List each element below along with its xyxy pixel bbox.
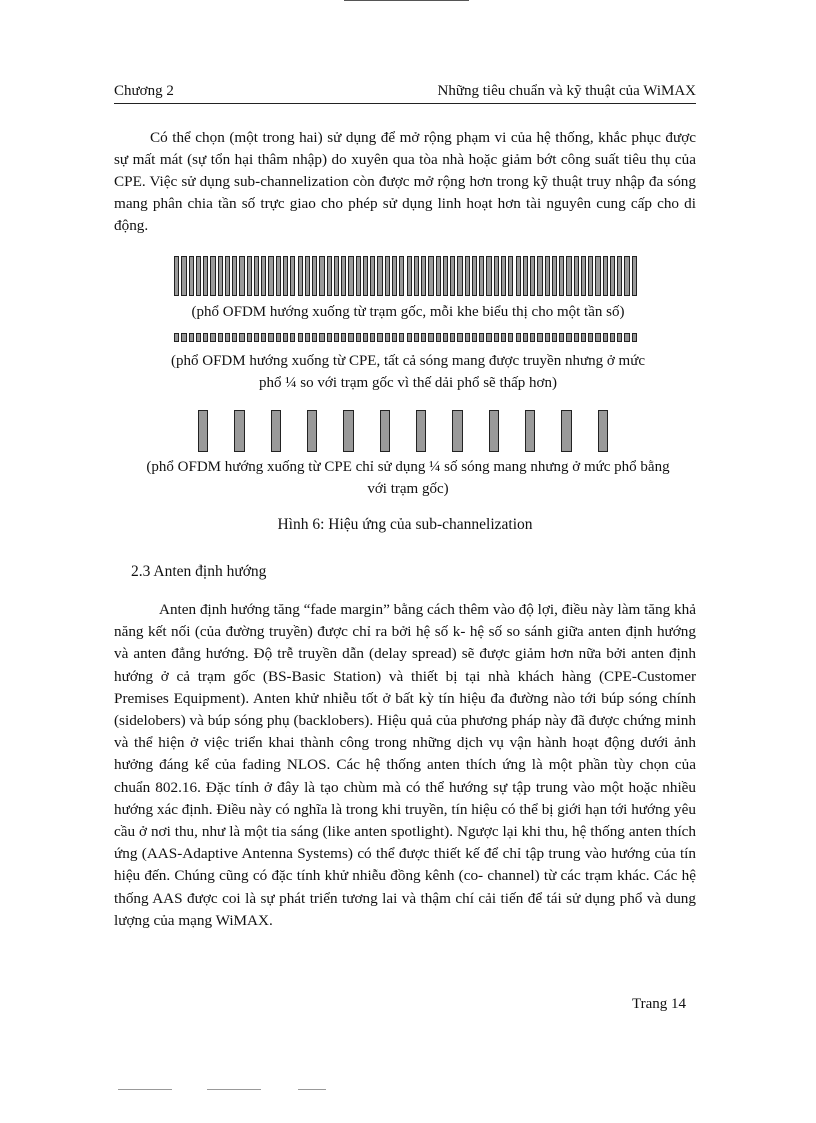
subcarrier-slot — [443, 256, 448, 296]
subcarrier-slot — [312, 333, 317, 342]
subcarrier-slot — [261, 333, 266, 342]
subcarrier-slot — [319, 333, 324, 342]
subcarrier-slot — [595, 333, 600, 342]
subcarrier-slot — [196, 256, 201, 296]
subcarrier-slot — [370, 256, 375, 296]
subcarrier-slot — [385, 333, 390, 342]
subcarrier-slot — [271, 410, 281, 452]
subcarrier-slot — [581, 256, 586, 296]
subcarrier-slot — [452, 410, 462, 452]
subcarrier-slot — [436, 256, 441, 296]
subcarrier-slot — [305, 256, 310, 296]
subcarrier-slot — [414, 333, 419, 342]
subcarrier-slot — [290, 256, 295, 296]
subcarrier-slot — [588, 333, 593, 342]
subcarrier-slot — [617, 256, 622, 296]
subcarrier-slot — [268, 333, 273, 342]
subcarrier-slot — [327, 256, 332, 296]
subcarrier-slot — [416, 410, 426, 452]
subcarrier-slot — [232, 333, 237, 342]
subcarrier-slot — [385, 256, 390, 296]
subcarrier-slot — [307, 410, 317, 452]
subcarrier-slot — [283, 256, 288, 296]
subcarrier-slot — [348, 256, 353, 296]
subcarrier-slot — [210, 256, 215, 296]
subcarrier-slot — [283, 333, 288, 342]
subcarrier-slot — [598, 410, 608, 452]
subcarrier-slot — [479, 333, 484, 342]
subcarrier-slot — [377, 333, 382, 342]
subcarrier-slot — [247, 256, 252, 296]
subcarrier-slot — [363, 333, 368, 342]
subcarrier-slot — [370, 333, 375, 342]
subcarrier-slot — [254, 333, 259, 342]
subcarrier-slot — [210, 333, 215, 342]
subcarrier-slot — [276, 256, 281, 296]
subcarrier-slot — [552, 256, 557, 296]
subcarrier-slot — [610, 256, 615, 296]
subcarrier-slot — [610, 333, 615, 342]
subcarrier-slot — [407, 333, 412, 342]
subcarrier-slot — [399, 333, 404, 342]
subcarrier-slot — [343, 410, 353, 452]
subcarrier-slot — [334, 333, 339, 342]
section-heading: 2.3 Anten định hướng — [131, 563, 267, 580]
subcarrier-slot — [414, 256, 419, 296]
subcarrier-slot — [290, 333, 295, 342]
subcarrier-slot — [450, 256, 455, 296]
subcarrier-slot — [508, 256, 513, 296]
subcarrier-slot — [428, 333, 433, 342]
subcarrier-slot — [450, 333, 455, 342]
subcarrier-slot — [632, 333, 637, 342]
subcarrier-slot — [341, 256, 346, 296]
subcarrier-slot — [421, 256, 426, 296]
spectrum-caption-3-line1: (phổ OFDM hướng xuống từ CPE chỉ sử dụng ¼ số sóng mang nhưng ở mức phổ bằng — [146, 459, 670, 475]
subcarrier-slot — [276, 333, 281, 342]
subcarrier-slot — [363, 256, 368, 296]
subcarrier-slot — [545, 333, 550, 342]
subcarrier-slot — [486, 256, 491, 296]
subcarrier-slot — [523, 333, 528, 342]
subcarrier-slot — [198, 410, 208, 452]
subcarrier-slot — [443, 333, 448, 342]
subcarrier-slot — [574, 333, 579, 342]
subcarrier-slot — [516, 256, 521, 296]
subcarrier-slot — [501, 333, 506, 342]
subcarrier-slot — [624, 333, 629, 342]
subcarrier-slot — [588, 256, 593, 296]
spectrum-caption-1: (phổ OFDM hướng xuống từ trạm gốc, mỗi khe biểu thị cho một tần số) — [191, 304, 625, 320]
subcarrier-slot — [559, 333, 564, 342]
subcarrier-slot — [298, 333, 303, 342]
subcarrier-slot — [247, 333, 252, 342]
subcarrier-slot — [327, 333, 332, 342]
subcarrier-slot — [632, 256, 637, 296]
subcarrier-slot — [392, 333, 397, 342]
subcarrier-slot — [603, 333, 608, 342]
subcarrier-slot — [479, 256, 484, 296]
subcarrier-slot — [181, 333, 186, 342]
subcarrier-slot — [559, 256, 564, 296]
subcarrier-slot — [218, 333, 223, 342]
subcarrier-slot — [234, 410, 244, 452]
subcarrier-slot — [530, 256, 535, 296]
subcarrier-slot — [508, 333, 513, 342]
subcarrier-slot — [494, 333, 499, 342]
subcarrier-slot — [254, 256, 259, 296]
subcarrier-slot — [334, 256, 339, 296]
spectrum-caption-2-line1: (phổ OFDM hướng xuống từ CPE, tất cả sóng mang được truyền nhưng ở mức — [171, 353, 645, 369]
subcarrier-slot — [494, 256, 499, 296]
subcarrier-slot — [516, 333, 521, 342]
footer-scan-rule — [298, 1089, 326, 1090]
subcarrier-slot — [181, 256, 186, 296]
subcarrier-slot — [196, 333, 201, 342]
subcarrier-slot — [232, 256, 237, 296]
subcarrier-slot — [617, 333, 622, 342]
subcarrier-slot — [218, 256, 223, 296]
spectrum-cpe-full — [173, 333, 638, 342]
subcarrier-slot — [261, 256, 266, 296]
subcarrier-slot — [603, 256, 608, 296]
subcarrier-slot — [421, 333, 426, 342]
chapter-label: Chương 2 — [114, 83, 174, 99]
subcarrier-slot — [472, 333, 477, 342]
subcarrier-slot — [581, 333, 586, 342]
subcarrier-slot — [436, 333, 441, 342]
subcarrier-slot — [525, 410, 535, 452]
subcarrier-slot — [523, 256, 528, 296]
subcarrier-slot — [465, 333, 470, 342]
subcarrier-slot — [561, 410, 571, 452]
subcarrier-slot — [298, 256, 303, 296]
subcarrier-slot — [399, 256, 404, 296]
spectrum-caption-3-line2: với trạm gốc) — [367, 481, 449, 497]
subcarrier-slot — [377, 256, 382, 296]
subcarrier-slot — [239, 256, 244, 296]
footer-scan-rule — [118, 1089, 172, 1090]
subcarrier-slot — [239, 333, 244, 342]
subcarrier-slot — [203, 256, 208, 296]
subcarrier-slot — [392, 256, 397, 296]
subcarrier-slot — [380, 410, 390, 452]
subcarrier-slot — [465, 256, 470, 296]
subcarrier-slot — [174, 333, 179, 342]
subcarrier-slot — [341, 333, 346, 342]
subcarrier-slot — [428, 256, 433, 296]
subcarrier-slot — [595, 256, 600, 296]
subcarrier-slot — [319, 256, 324, 296]
spectrum-cpe-subchannel — [185, 410, 621, 452]
subcarrier-slot — [486, 333, 491, 342]
subcarrier-slot — [225, 333, 230, 342]
subcarrier-slot — [537, 333, 542, 342]
subcarrier-slot — [356, 256, 361, 296]
intro-paragraph: Có thể chọn (một trong hai) sử dụng để mở rộng phạm vi của hệ thống, khắc phục được sự mất mát (sự tổn hại thâm nhập) do xuyên qua tòa nhà hoặc giảm bớt công suất tiêu thụ của CPE. Việc sử dụng sub-channelization còn được mở rộng hơn trong kỹ thuật truy nhập đa sóng mang phân chia tần số trực giao cho phép sử dụng linh hoạt hơn tài nguyên cung cấp cho di động. — [114, 129, 696, 234]
figure-title: Hình 6: Hiệu ứng của sub-channelization — [277, 516, 533, 533]
header-title: Những tiêu chuẩn và kỹ thuật của WiMAX — [437, 83, 696, 99]
subcarrier-slot — [545, 256, 550, 296]
subcarrier-slot — [312, 256, 317, 296]
subcarrier-slot — [203, 333, 208, 342]
page-number: Trang 14 — [632, 996, 687, 1012]
subcarrier-slot — [268, 256, 273, 296]
subcarrier-slot — [457, 333, 462, 342]
subcarrier-slot — [356, 333, 361, 342]
subcarrier-slot — [624, 256, 629, 296]
subcarrier-slot — [189, 333, 194, 342]
subcarrier-slot — [348, 333, 353, 342]
page-header — [114, 81, 696, 104]
body-paragraph: Anten định hướng tăng “fade margin” bằng cách thêm vào độ lợi, điều này làm tăng khả năng kết nối (của đường truyền) được chỉ ra bởi hệ số k- hệ số so sánh giữa anten định hướng và anten đẳng hướng. Độ trễ truyền dẫn (delay spread) sẽ được giảm hơn nữa bởi anten định hướng ở cả trạm gốc (BS-Basic Station) và thiết bị tại nhà khách hàng (CPE-Customer Premises Equipment). Anten khử nhiễu tốt ở bất kỳ tín hiệu đa đường nào tới búp sóng chính (sidelobers) và búp sóng phụ (backlobers). Hiệu quả của phương pháp này đã được chứng minh và thể hiện ở việc triển khai thành công trong những dịch vụ vận hành hoạt động dưới ảnh hưởng đáng kể của fading NLOS. Các hệ thống anten thích ứng là một phần tùy chọn của chuẩn 802.16. Đặc tính ở đây là tạo chùm mà có thể hướng sự tập trung vào một hoặc nhiều hướng xác định. Điều này có nghĩa là trong khi truyền, tín hiệu có thể bị giới hạn tới hướng yêu cầu ở nơi thu, như là một tia sáng (like anten spotlight). Ngược lại khi thu, hệ thống anten thích ứng (AAS-Adaptive Antenna Systems) có thể được thiết kế để chỉ tập trung vào hướng của tín hiệu đến. Chúng cũng có đặc tính khử nhiễu đồng kênh (co- channel) từ các trạm khác. Các hệ thống AAS được coi là sự phát triển tương lai và thậm chí cải tiến để tái sử dụng phổ và dung lượng của mạng WiMAX. — [114, 601, 696, 929]
subcarrier-slot — [472, 256, 477, 296]
spectrum-caption-2-line2: phổ ¼ so với trạm gốc vì thế dải phổ sẽ thấp hơn) — [259, 375, 557, 391]
subcarrier-slot — [305, 333, 310, 342]
top-scan-rule — [344, 0, 469, 1]
spectrum-base-station — [173, 256, 638, 296]
subcarrier-slot — [501, 256, 506, 296]
subcarrier-slot — [566, 333, 571, 342]
subcarrier-slot — [489, 410, 499, 452]
footer-scan-rule — [207, 1089, 261, 1090]
subcarrier-slot — [407, 256, 412, 296]
subcarrier-slot — [457, 256, 462, 296]
subcarrier-slot — [566, 256, 571, 296]
subcarrier-slot — [530, 333, 535, 342]
subcarrier-slot — [189, 256, 194, 296]
subcarrier-slot — [174, 256, 179, 296]
subcarrier-slot — [537, 256, 542, 296]
subcarrier-slot — [552, 333, 557, 342]
subcarrier-slot — [574, 256, 579, 296]
subcarrier-slot — [225, 256, 230, 296]
